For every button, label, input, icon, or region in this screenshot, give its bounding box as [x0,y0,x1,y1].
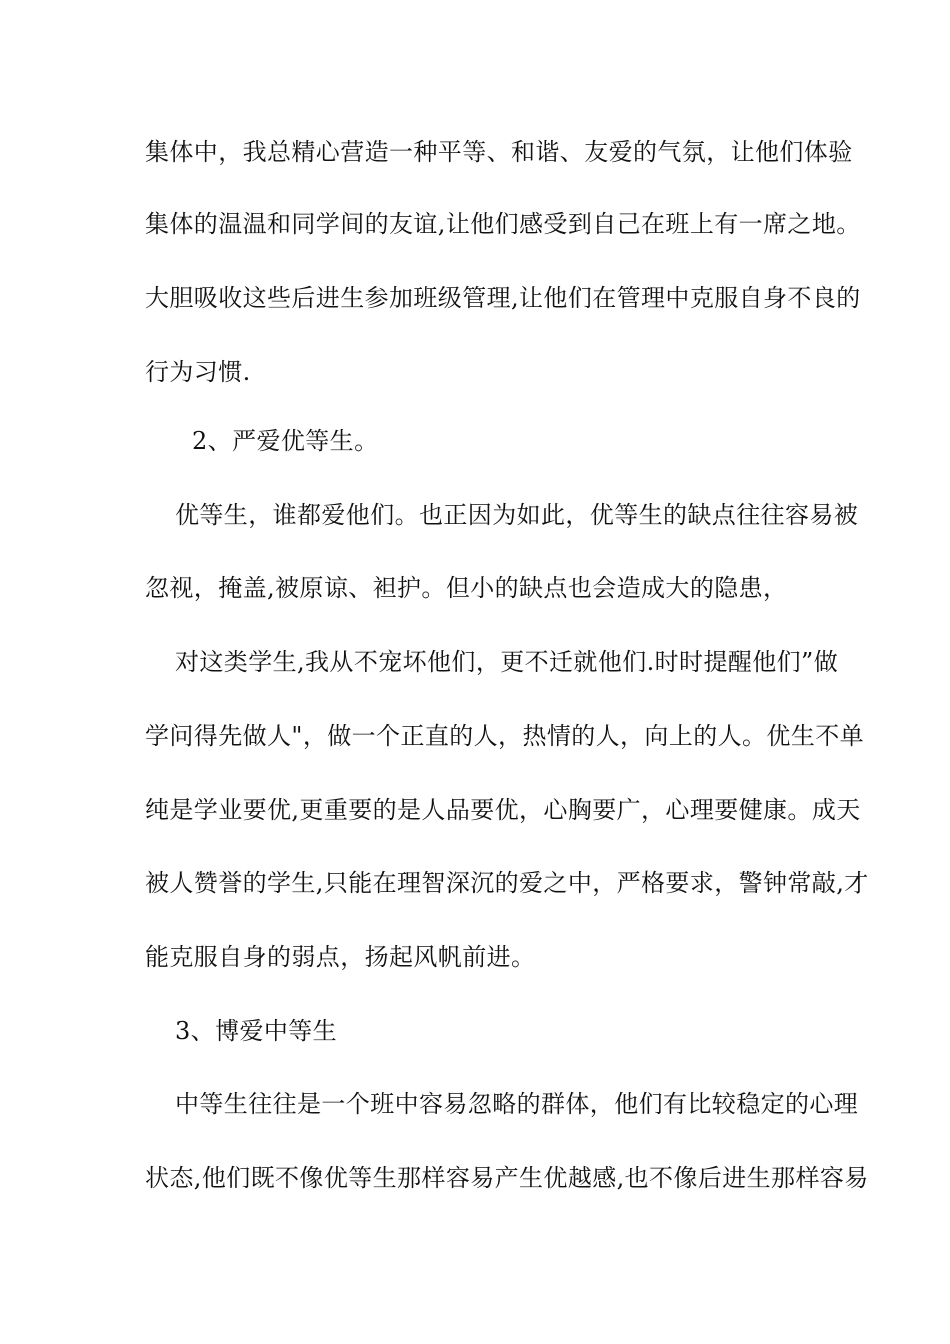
text-line: 对这类学生,我从不宠坏他们，更不迁就他们.时时提醒他们”做 [175,648,839,676]
text-line: 集体的温温和同学间的友谊,让他们感受到自己在班上有一席之地。 [145,210,861,238]
text-line: 被人赞誉的学生,只能在理智深沉的爱之中，严格要求，警钟常敲,才 [145,869,869,897]
text-line: 纯是学业要优,更重要的是人品要优，心胸要广，心理要健康。成天 [145,796,861,824]
text-line: 能克服自身的弱点，扬起风帆前进。 [145,943,536,971]
text-line: 学问得先做人"，做一个正直的人，热情的人，向上的人。优生不单 [145,722,865,750]
section-heading: 2、严爱优等生。 [192,427,379,455]
text-line: 状态,他们既不像优等生那样容易产生优越感,也不像后进生那样容易 [145,1164,869,1192]
text-line: 行为习惯. [145,358,251,386]
text-line: 集体中，我总精心营造一种平等、和谐、友爱的气氛，让他们体验 [145,138,853,166]
text-line: 中等生往往是一个班中容易忽略的群体，他们有比较稳定的心理 [175,1090,859,1118]
section-heading: 3、博爱中等生 [175,1017,338,1045]
text-line: 优等生，谁都爱他们。也正因为如此，优等生的缺点往往容易被 [175,501,859,529]
text-line: 大胆吸收这些后进生参加班级管理,让他们在管理中克服自身不良的 [145,284,861,312]
text-line: 忽视，掩盖,被原谅、袒护。但小的缺点也会造成大的隐患， [145,574,788,602]
